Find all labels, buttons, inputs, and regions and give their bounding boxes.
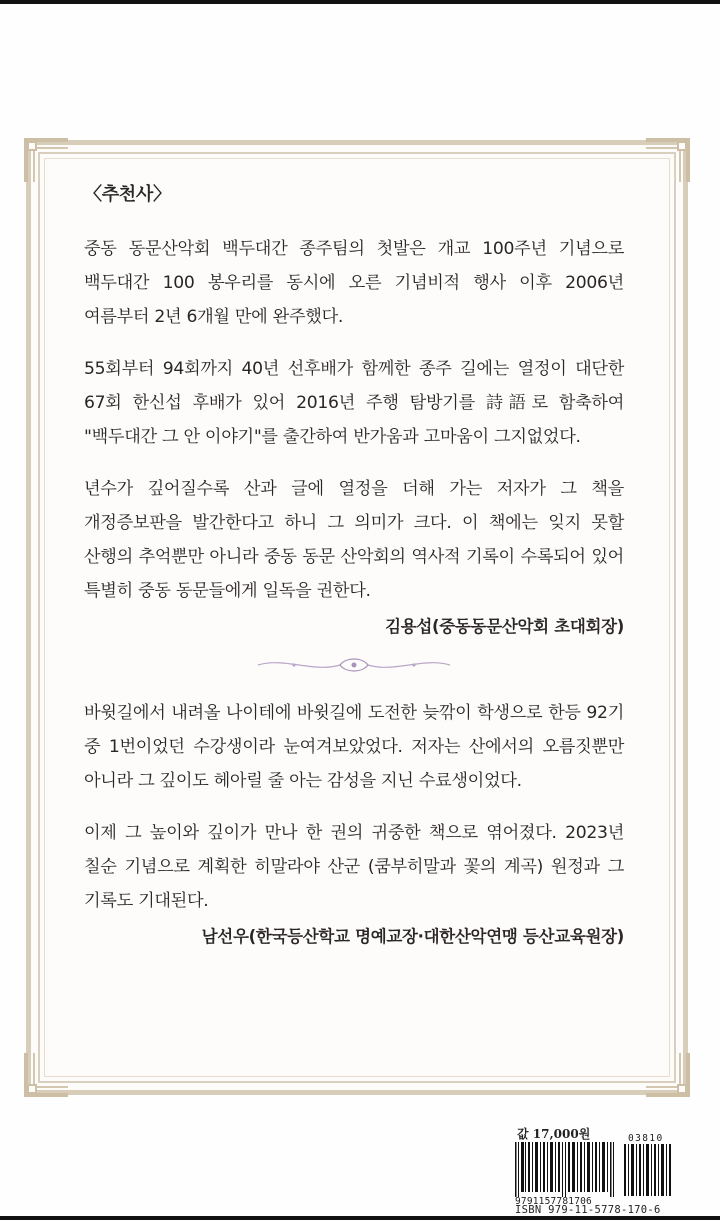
paragraph: 바윗길에서 내려올 나이테에 바윗길에 도전한 늦깎이 학생으로 한등 92기 중 1번이었던 수강생이라 눈여겨보았었다. 저자는 산에서의 오름짓뿐만 아니라 그 깊이도 헤아릴 줄 아는 감성을 지닌 수료생이었다.: [84, 703, 624, 791]
frame-corner-ornament: [24, 138, 70, 184]
addon-barcode-icon: [624, 1144, 674, 1196]
isbn-number: ISBN 979-11-5778-170-6: [515, 1204, 661, 1216]
addon-code-digits: 03810: [628, 1133, 664, 1144]
signature: 남선우(한국등산학교 명예교장·대한산악연맹 등산교육원장): [201, 927, 624, 946]
bottom-edge-bar: [0, 1216, 720, 1220]
frame-corner-ornament: [644, 1051, 690, 1097]
paragraph: 중동 동문산악회 백두대간 종주팀의 첫발은 개교 100주년 기념으로 백두대간 100 봉우리를 동시에 오른 기념비적 행사 이후 2006년 여름부터 2년 6개월 만에 완주했다.: [84, 239, 624, 327]
frame-corner-ornament: [24, 1051, 70, 1097]
top-edge-bar: [0, 0, 720, 4]
signature: 김용섭(중동동문산악회 초대회장): [385, 617, 624, 636]
barcode-digits: 9791157781706: [515, 1196, 592, 1207]
isbn-barcode-icon: [515, 1142, 615, 1197]
recommendation-text: [84, 178, 624, 964]
frame-corner-ornament: [644, 138, 690, 184]
paragraph: 이제 그 높이와 깊이가 만나 한 권의 귀중한 책으로 엮어졌다. 2023년 칠순 기념으로 계획한 히말라야 산군 (쿰부히말과 꽃의 계곡) 원정과 그 기록도 기대된다.: [84, 823, 624, 911]
paragraph: 55회부터 94회까지 40년 선후배가 함께한 종주 길에는 열정이 대단한 67회 한신섭 후배가 있어 2016년 주행 탐방기를 詩語로 함축하여 "백두대간 그 안 이야기"를 출간하여 반가움과 고마움이 그지없었다.: [84, 359, 624, 447]
ornamental-divider-icon: [254, 654, 454, 676]
paragraph: 년수가 깊어질수록 산과 글에 열정을 더해 가는 저자가 그 책을 개정증보판을 발간한다고 하니 그 의미가 크다. 이 책에는 잊지 못할 산행의 추억뿐만 아니라 중동 동문 산악회의 역사적 기록이 수록되어 있어 특별히 중동 동문들에게 일독을 권한다.: [84, 479, 624, 601]
section-heading: 〈추천사〉: [84, 184, 171, 205]
price-label: 값 17,000원: [517, 1127, 591, 1141]
